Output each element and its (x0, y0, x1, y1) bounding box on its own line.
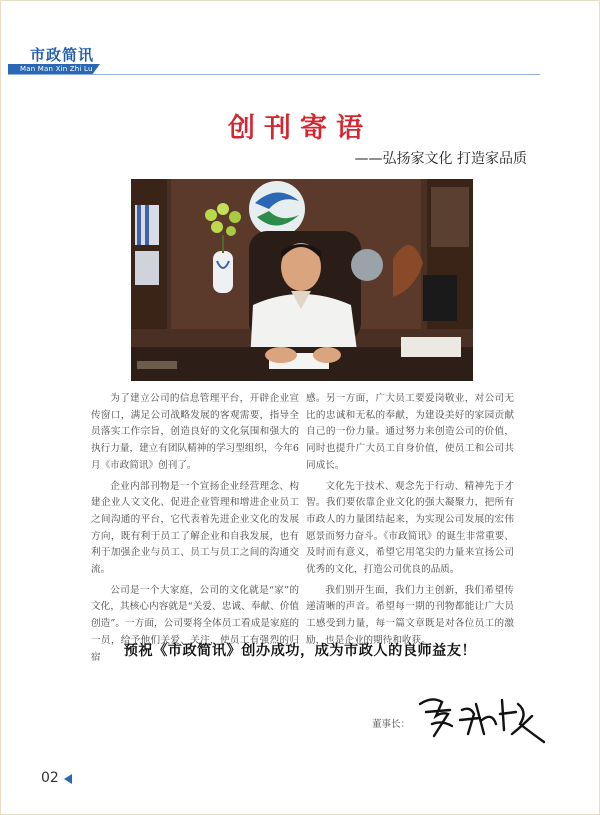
masthead-divider (8, 74, 540, 75)
article-title: 创刊寄语 (228, 113, 372, 144)
masthead-title: 市政简讯 (30, 46, 95, 64)
signature-label: 董事长： (372, 719, 411, 730)
article-paragraph: 为了建立公司的信息管理平台，开辟企业宣传窗口，满足公司战略发展的客观需要，指导全员落实工作宗旨，创造良好的文化氛围和强大的执行力量，建立有团队精神的学习型组织，今年6月《市政简讯》创刊了。 (91, 393, 299, 471)
page-arrow-icon (64, 774, 72, 784)
handwritten-signature (412, 690, 552, 750)
masthead-subtitle: Man Man Xin Zhi Lu (20, 65, 93, 73)
article-paragraph: 公司是一个大家庭，公司的文化就是“家”的文化，其核心内容就是“关爱、忠诚、奉献、价值创造”。一方面，公司要将全体员工看成是家庭的一员，给予他们关爱、关注，使员工有强烈的归宿 (91, 584, 299, 663)
article-column-right (306, 391, 514, 654)
article-subtitle: ——弘扬家文化 打造家品质 (354, 151, 527, 167)
article-column-left (91, 391, 299, 670)
article-paragraph: 企业内部刊物是一个宣扬企业经营理念、构建企业人文文化、促进企业管理和增进企业员工之间沟通的平台，它代表着先进企业文化的发展方向，既有利于员工了解企业和自我发展，也有利于加强企业与员工、员工与员工之间的沟通交流。 (91, 480, 299, 576)
article-paragraph: 文化先于技术、观念先于行动、精神先于才智。我们要依靠企业文化的强大凝聚力，把所有市政人的力量团结起来，为实现公司发展的宏伟愿景而努力奋斗。《市政简讯》的诞生非常重要、及时而有意义，希望它用笔尖的力量来宣扬公司优秀的文化，打造公司优良的品质。 (306, 480, 514, 576)
article-paragraph: 我们别开生面，我们力主创新，我们希望传递清晰的声音。希望每一期的刊物都能让广大员工感受到力量，每一篇文章既是对各位员工的激励，也是企业的期待和收获。 (306, 584, 514, 646)
article-paragraph: 感。另一方面，广大员工要爱岗敬业，对公司无比的忠诚和无私的奉献，为建设美好的家园贡献自己的一份力量。通过努力来创造公司的价值，同时也提升广大员工自身价值，使员工和公司共同成长。 (306, 393, 514, 471)
page-number: 02 (41, 770, 59, 786)
closing-wish: 预祝《市政简讯》创办成功，成为市政人的良师益友！ (123, 643, 477, 659)
chairman-photo (131, 179, 473, 381)
